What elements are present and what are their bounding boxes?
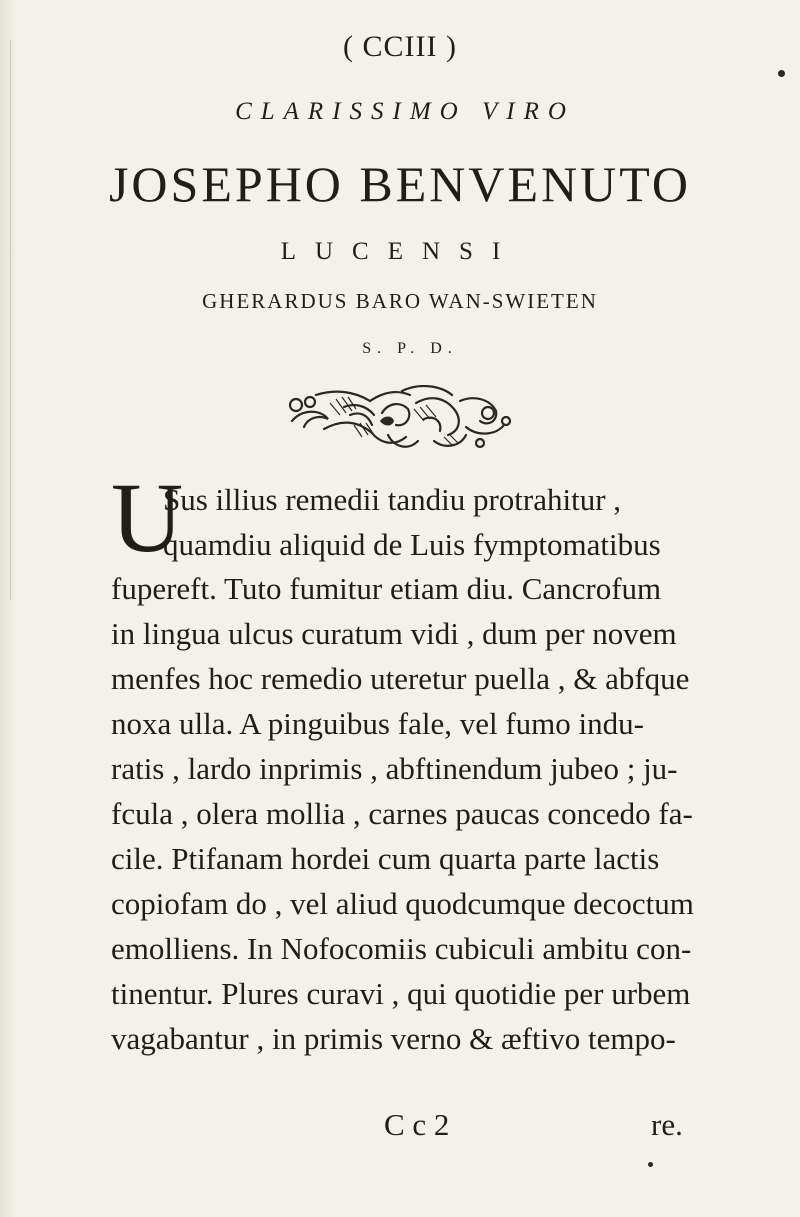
text-line: menfes hoc remedio uteretur puella , & abfque: [111, 661, 690, 696]
text-line: emolliens. In Nofocomiis cubiculi ambitu con-: [111, 931, 692, 966]
dedicatee-name: JOSEPHO BENVENUTO: [108, 156, 692, 212]
text-line: vagabantur , in primis verno & æftivo tempo-: [111, 1021, 676, 1056]
dedication-line: CLARISSIMO VIRO: [235, 98, 575, 125]
text-line: fupereft. Tuto fumitur etiam diu. Cancrofum: [111, 571, 662, 606]
dedication-line: LUCENSI: [280, 238, 520, 265]
text-line: cile. Ptifanam hordei cum quarta parte lactis: [111, 841, 660, 876]
text-line: copiofam do , vel aliud quodcumque decoctum: [111, 886, 694, 921]
text-line: noxa ulla. A pinguibus fale, vel fumo indu-: [111, 706, 644, 741]
salutation: S. P. D.: [362, 340, 458, 357]
text-line: Sus illius remedii tandiu protrahitur ,: [163, 482, 622, 517]
page-number: ( CCIII ): [343, 30, 457, 63]
catchword: re.: [651, 1107, 683, 1142]
signature-mark: C c 2: [384, 1107, 450, 1142]
text-line: tinentur. Plures curavi , qui quotidie per urbem: [111, 976, 691, 1011]
drop-cap: U: [111, 476, 184, 560]
ink-speck: [648, 1162, 653, 1167]
text-line: fcula , olera mollia , carnes paucas concedo fa-: [111, 796, 693, 831]
author-line: GHERARDUS BARO WAN-SWIETEN: [202, 289, 598, 313]
headpiece-ornament: [284, 385, 516, 457]
ink-speck: [778, 70, 785, 77]
text-line: quamdiu aliquid de Luis fymptomatibus: [163, 527, 661, 562]
text-line: ratis , lardo inprimis , abftinendum jubeo ; ju-: [111, 751, 678, 786]
text-line: in lingua ulcus curatum vidi , dum per novem: [111, 616, 677, 651]
